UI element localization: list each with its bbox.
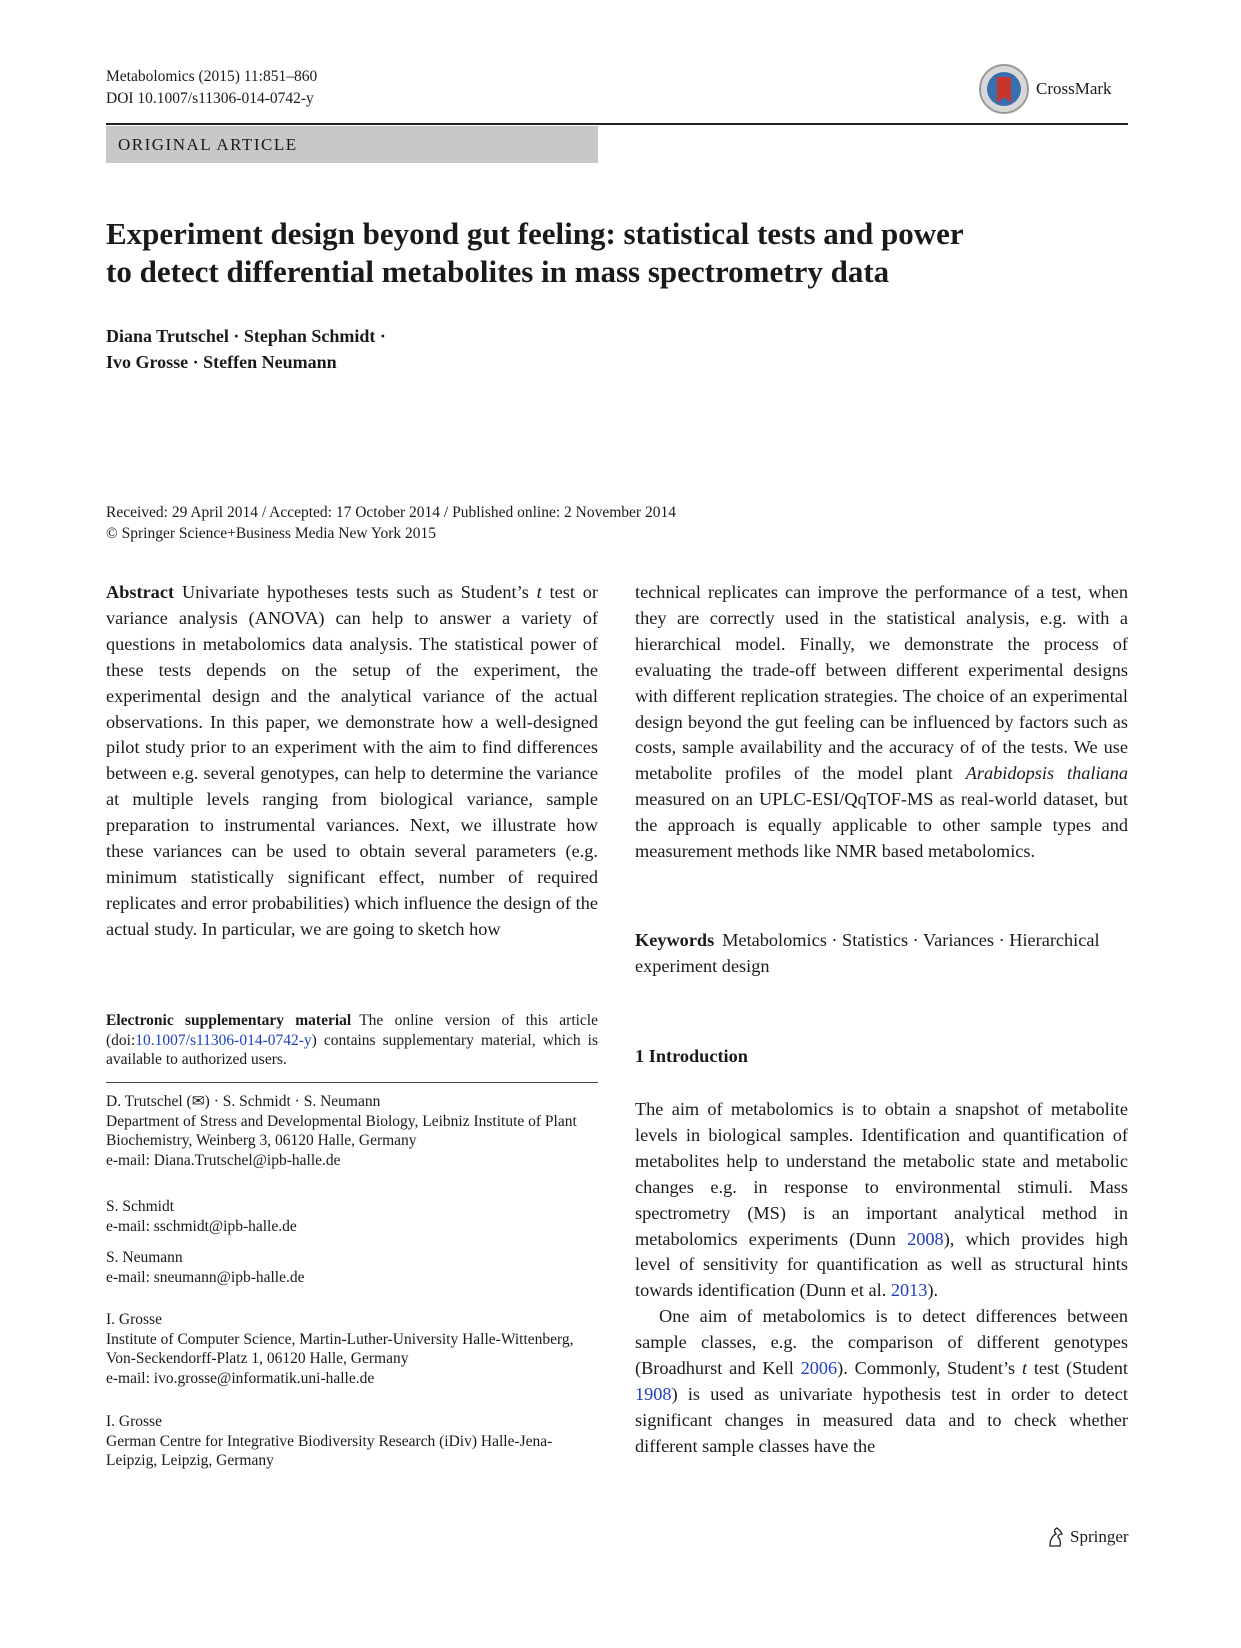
affiliation-address: Department of Stress and Developmental Biology, Leibniz Institute of Plant Biochemistry, Weinberg 3, 06120 Halle, Germany — [106, 1112, 577, 1149]
article-type-banner: ORIGINAL ARTICLE — [106, 126, 598, 163]
esm-text-a: The online version of this article (doi: — [106, 1012, 598, 1049]
keywords-text: Metabolomics · Statistics · Variances · Hierarchical experiment design — [635, 930, 1100, 976]
keywords-heading: Keywords — [635, 930, 715, 950]
affiliation-block-4 — [106, 1310, 598, 1388]
affiliation-block-5 — [106, 1412, 598, 1471]
keywords-paragraph — [635, 928, 1128, 980]
affiliation-email[interactable]: e-mail: Diana.Trutschel@ipb-halle.de — [106, 1151, 341, 1169]
abstract-heading: Abstract — [106, 582, 175, 602]
citation-link[interactable]: 2013 — [890, 1280, 928, 1301]
affiliation-block-1 — [106, 1092, 598, 1170]
intro-text-b: ), which provides high level of sensitivity for quantification as well as structural hints towards identification (Dunn et al. — [635, 1228, 1128, 1301]
intro-text-d: One aim of metabolomics is to detect differences between sample classes, e.g. the comparison of different genotypes (Broadhurst and Kell — [635, 1306, 1128, 1379]
introduction-body — [635, 1097, 1128, 1460]
affiliation-block-2 — [106, 1197, 598, 1236]
abstract-paragraph-continued — [635, 580, 1128, 865]
intro-text-e: ). Commonly, Student’s — [837, 1358, 1022, 1379]
abstract-text-a: Univariate hypotheses tests such as Student’s — [182, 582, 537, 602]
abstract-t-italic: t — [536, 582, 542, 602]
species-italic: Arabidopsis thaliana — [965, 763, 1128, 784]
publisher-logo — [1046, 1526, 1129, 1548]
abstract-text-c: technical replicates can improve the performance of a test, when they are correctly used in the statistical analysis, e.g. with a hierarchical model. Finally, we demonstrate the process of evaluating the trade-off between different experimental designs with different replication strategies. The choice of an experimental design beyond the gut feeling can be influenced by factors such as costs, sample availability and the accuracy of of the tests. We use metabolite profiles of the model plant — [635, 582, 1128, 784]
esm-heading: Electronic supplementary material — [106, 1012, 352, 1029]
authors-line-1: Diana Trutschel · Stephan Schmidt · — [106, 326, 386, 346]
affiliation-authors: D. Trutschel (✉) · S. Schmidt · S. Neumann — [106, 1093, 381, 1110]
affiliation-authors: S. Schmidt — [106, 1198, 175, 1215]
esm-text-b: ) contains supplementary material, which is available to authorized users. — [106, 1031, 598, 1068]
affiliation-authors: S. Neumann — [106, 1249, 183, 1266]
intro-paragraph-2 — [635, 1304, 1128, 1459]
affiliation-email[interactable]: e-mail: sschmidt@ipb-halle.de — [106, 1217, 297, 1235]
electronic-supplementary-note — [106, 1011, 598, 1070]
header-rule — [106, 123, 1128, 125]
title-line-1: Experiment design beyond gut feeling: statistical tests and power — [106, 216, 964, 251]
keywords-block — [635, 928, 1128, 980]
copyright-line: © Springer Science+Business Media New York 2015 — [106, 525, 437, 542]
footnote-rule — [106, 1082, 598, 1083]
affiliation-address: German Centre for Integrative Biodiversity Research (iDiv) Halle-Jena-Leipzig, Leipzig, Germany — [106, 1432, 553, 1469]
article-title — [106, 215, 1066, 291]
springer-horse-icon — [1046, 1526, 1066, 1548]
citation-link[interactable]: 2006 — [800, 1358, 838, 1379]
affiliation-authors: I. Grosse — [106, 1311, 162, 1328]
abstract-right-column — [635, 580, 1128, 865]
doi-line: DOI 10.1007/s11306-014-0742-y — [106, 90, 314, 107]
title-line-2: to detect differential metabolites in mass spectrometry data — [106, 254, 890, 289]
section-heading-introduction: 1 Introduction — [635, 1046, 748, 1066]
intro-text-c: ). — [927, 1280, 939, 1301]
intro-text-f: test (Student — [1027, 1358, 1128, 1379]
affiliation-authors: I. Grosse — [106, 1413, 162, 1430]
citation-link[interactable]: 2008 — [907, 1228, 944, 1249]
author-list — [106, 323, 386, 375]
abstract-text-d: measured on an UPLC-ESI/QqTOF-MS as real-world dataset, but the approach is equally applicable to other sample types and measurement methods like NMR based metabolomics. — [635, 789, 1128, 862]
abstract-paragraph — [106, 580, 598, 943]
publication-dates — [106, 502, 676, 544]
citation-link[interactable]: 1908 — [635, 1383, 672, 1404]
affiliation-email[interactable]: e-mail: sneumann@ipb-halle.de — [106, 1268, 305, 1286]
abstract-text-b: test or variance analysis (ANOVA) can help to answer a variety of questions in metabolomics data analysis. The statistical power of these tests depends on the setup of the experiment, the experimental design and the analytical variance of the actual observations. In this paper, we demonstrate how a well-designed pilot study prior to an experiment with the aim to find differences between e.g. several genotypes, can help to determine the variance at multiple levels ranging from biological variance, sample preparation to instrumental variances. Next, we illustrate how these variances can be used to obtain several parameters (e.g. minimum statistically significant effect, number of required replicates and error probabilities) which influence the design of the actual study. In particular, we are going to sketch how — [106, 582, 598, 939]
journal-citation — [106, 66, 317, 110]
affiliation-email[interactable]: e-mail: ivo.grosse@informatik.uni-halle.de — [106, 1369, 375, 1387]
crossmark-icon — [978, 63, 1030, 115]
authors-line-2: Ivo Grosse · Steffen Neumann — [106, 352, 337, 372]
affiliation-block-3 — [106, 1248, 598, 1287]
crossmark-badge[interactable] — [978, 60, 1128, 118]
intro-text-g: ) is used as univariate hypothesis test in order to detect significant changes in measured data and to check whether different sample classes have the — [635, 1383, 1128, 1456]
publisher-name: Springer — [1070, 1527, 1129, 1546]
abstract-left-column — [106, 580, 598, 943]
intro-paragraph-1 — [635, 1097, 1128, 1304]
affiliation-address: Institute of Computer Science, Martin-Luther-University Halle-Wittenberg, Von-Seckendorff-Platz 1, 06120 Halle, Germany — [106, 1330, 574, 1367]
t-italic: t — [1021, 1358, 1028, 1379]
intro-text-a: The aim of metabolomics is to obtain a snapshot of metabolite levels in biological samples. Identification and quantification of metabolites help to understand the metabolic state and metabolic changes e.g. in response to environmental stimuli. Mass spectrometry (MS) is an important analytical method in metabolomics experiments (Dunn — [635, 1099, 1128, 1249]
history-line: Received: 29 April 2014 / Accepted: 17 October 2014 / Published online: 2 November 2014 — [106, 504, 676, 521]
journal-line: Metabolomics (2015) 11:851–860 — [106, 68, 318, 85]
esm-doi-link[interactable]: 10.1007/s11306-014-0742-y — [135, 1031, 312, 1049]
crossmark-label: CrossMark — [1036, 79, 1112, 98]
